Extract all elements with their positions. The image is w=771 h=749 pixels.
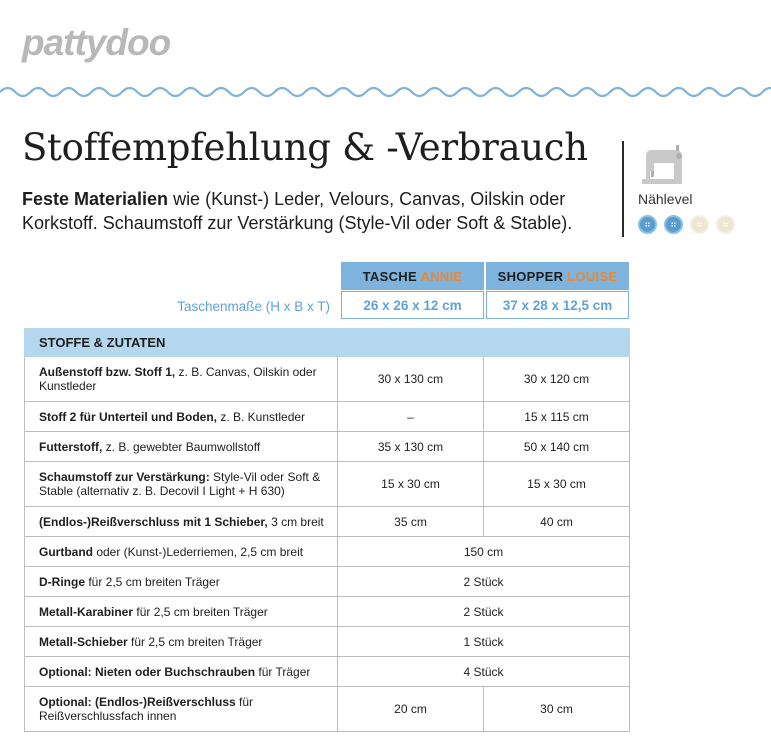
wave-divider xyxy=(0,82,771,102)
material-name-bold: Optional: (Endlos-)Reißverschluss xyxy=(39,695,236,709)
vertical-divider xyxy=(622,141,624,237)
page-title: Stoffempfehlung & -Verbrauch xyxy=(22,126,588,169)
material-amount: 30 cm xyxy=(484,687,630,732)
level-dot-filled xyxy=(638,215,657,234)
material-name-detail: Style-Vil oder Soft & Stable (alternativ z. B. Decovil I Light + H 630) xyxy=(39,470,321,498)
material-name xyxy=(25,507,338,537)
material-amount: 40 cm xyxy=(484,507,630,537)
column-prefix: SHOPPER xyxy=(497,269,568,284)
material-name xyxy=(25,567,338,597)
table-row xyxy=(25,597,630,627)
material-amount: 2 Stück xyxy=(338,567,630,597)
table-row xyxy=(25,507,630,537)
dimensions-label: Taschenmaße (H x B x T) xyxy=(177,299,330,314)
table-row xyxy=(25,657,630,687)
material-name xyxy=(25,627,338,657)
material-name-detail: 3 cm breit xyxy=(267,514,324,529)
material-name-bold: D-Ringe xyxy=(39,574,85,589)
material-name-detail: für 2,5 cm breiten Träger xyxy=(133,604,268,619)
table-row xyxy=(25,402,630,432)
material-amount: 15 x 115 cm xyxy=(484,402,630,432)
materials-table-header: STOFFE & ZUTATEN xyxy=(25,329,630,357)
material-amount: 30 x 120 cm xyxy=(484,357,630,402)
sewing-level-indicator xyxy=(638,215,735,234)
column-prefix: TASCHE xyxy=(362,269,421,284)
table-row xyxy=(25,432,630,462)
material-name xyxy=(25,357,338,402)
material-name-detail: oder (Kunst-)Lederriemen, 2,5 cm breit xyxy=(93,544,304,559)
material-name-detail: für Träger xyxy=(255,664,311,679)
column-header-shopper-louise xyxy=(486,262,629,290)
material-name-bold: Gurtband xyxy=(39,544,93,559)
material-amount: 150 cm xyxy=(338,537,630,567)
intro-rest: wie (Kunst-) Leder, Velours, Canvas, Oilskin oder Korkstoff. Schaumstoff zur Verstärkung (Style-Vil oder Soft & Stable). xyxy=(22,189,573,233)
material-name-bold: Stoff 2 für Unterteil und Boden, xyxy=(39,409,217,424)
dimensions-value-louise: 37 x 28 x 12,5 cm xyxy=(486,291,629,319)
material-amount: 50 x 140 cm xyxy=(484,432,630,462)
material-amount: 30 x 130 cm xyxy=(338,357,484,402)
table-row xyxy=(25,567,630,597)
material-name-detail: für Reißverschlussfach innen xyxy=(39,695,254,723)
material-amount: 35 x 130 cm xyxy=(338,432,484,462)
material-name-bold: Futterstoff, xyxy=(39,439,103,454)
material-amount: 1 Stück xyxy=(338,627,630,657)
material-name xyxy=(25,657,338,687)
material-amount: 4 Stück xyxy=(338,657,630,687)
table-row xyxy=(25,627,630,657)
table-row xyxy=(25,462,630,507)
material-amount: 15 x 30 cm xyxy=(338,462,484,507)
material-amount: 35 cm xyxy=(338,507,484,537)
level-dot-empty xyxy=(716,215,735,234)
material-name xyxy=(25,597,338,627)
table-row xyxy=(25,357,630,402)
intro-bold: Feste Materialien xyxy=(22,189,169,209)
material-name-bold: Außenstoff bzw. Stoff 1, xyxy=(39,365,176,379)
column-accent: ANNIE xyxy=(420,269,463,284)
table-row xyxy=(25,537,630,567)
material-amount: 20 cm xyxy=(338,687,484,732)
material-name-detail: z. B. gewebter Baumwollstoff xyxy=(102,439,261,454)
column-header-tasche-annie xyxy=(341,262,484,290)
material-amount: 2 Stück xyxy=(338,597,630,627)
material-name-bold: Schaumstoff zur Verstärkung: xyxy=(39,470,210,484)
level-dot-filled xyxy=(664,215,683,234)
material-amount: – xyxy=(338,402,484,432)
material-name-bold: (Endlos-)Reißverschluss mit 1 Schieber, xyxy=(39,514,268,529)
material-name-detail: z. B. Canvas, Oilskin oder Kunstleder xyxy=(39,365,317,393)
materials-table xyxy=(24,328,630,732)
level-dot-empty xyxy=(690,215,709,234)
material-name-detail: für 2,5 cm breiten Träger xyxy=(127,634,263,649)
material-name xyxy=(25,432,338,462)
material-name-bold: Metall-Schieber xyxy=(39,634,128,649)
table-row xyxy=(25,687,630,732)
material-amount: 15 x 30 cm xyxy=(484,462,630,507)
material-name-detail: für 2,5 cm breiten Träger xyxy=(85,574,220,589)
pattydoo-logo: pattydoo xyxy=(22,22,171,63)
material-name-detail: z. B. Kunstleder xyxy=(217,409,306,424)
sewing-level-label: Nählevel xyxy=(638,191,693,207)
material-name xyxy=(25,537,338,567)
sewing-machine-icon xyxy=(638,143,686,187)
material-name xyxy=(25,687,338,732)
dimensions-value-annie: 26 x 26 x 12 cm xyxy=(341,291,484,319)
material-name xyxy=(25,402,338,432)
intro-text xyxy=(22,187,612,235)
material-name xyxy=(25,462,338,507)
column-accent: LOUISE xyxy=(567,269,618,284)
material-name-bold: Optional: Nieten oder Buchschrauben xyxy=(39,664,256,679)
material-name-bold: Metall-Karabiner xyxy=(39,604,134,619)
